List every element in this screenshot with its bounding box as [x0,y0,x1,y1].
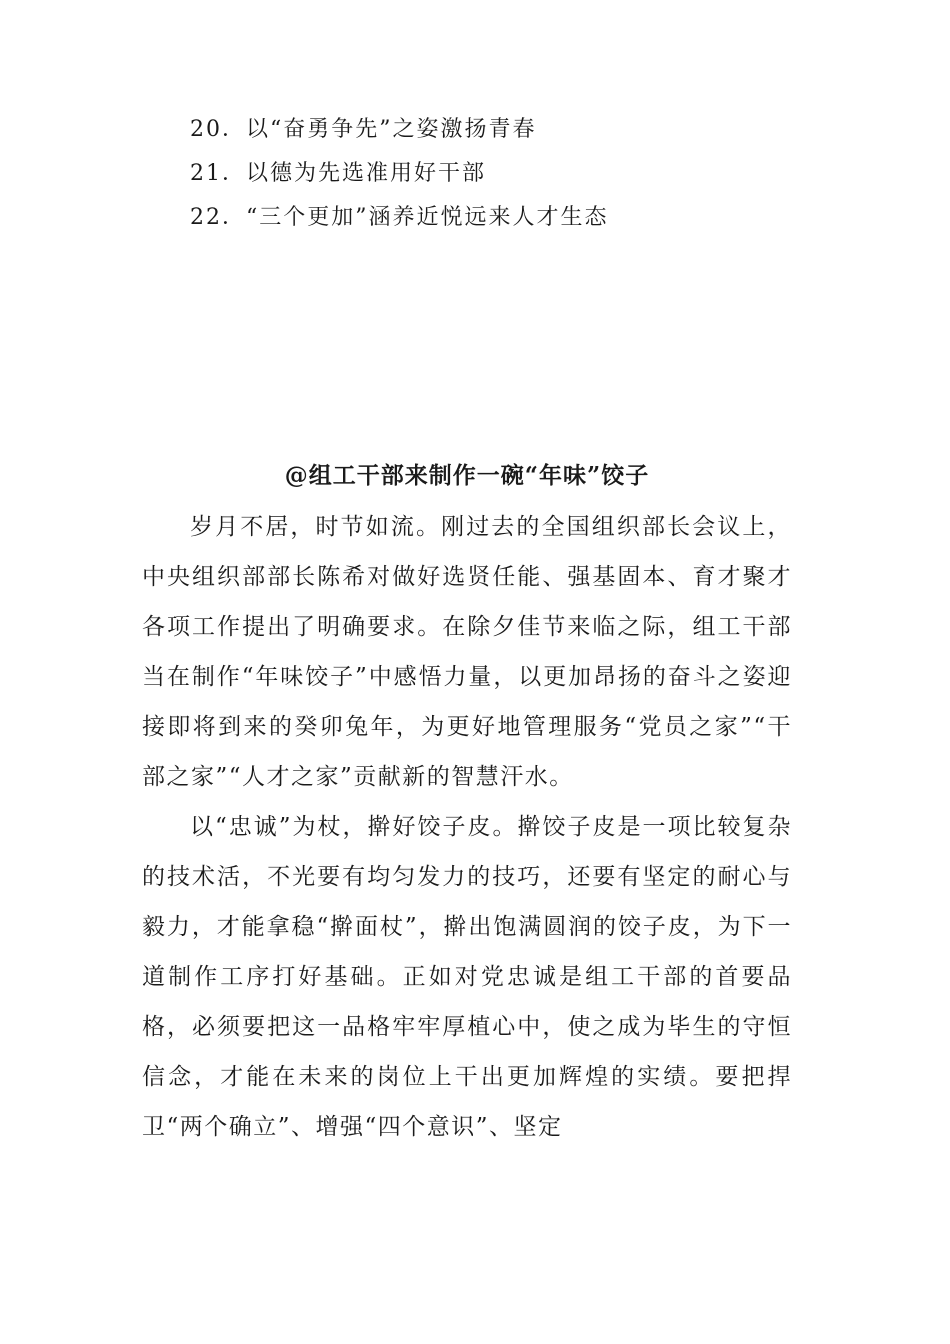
toc-item-20: 20．以“奋勇争先”之姿激扬青春 [190,117,537,142]
article-paragraph-2: 以“忠诚”为杖，擀好饺子皮。擀饺子皮是一项比较复杂的技术活，不光要有均匀发力的技巧，还要有坚定的耐心与毅力，才能拿稳“擀面杖”，擀出饱满圆润的饺子皮，为下一道制作工序打好基础。正如对党忠诚是组工干部的首要品格，必须要把这一品格牢牢厚植心中，使之成为毕生的守恒信念，才能在未来的岗位上干出更加辉煌的实绩。要把捍卫“两个确立”、增强“四个意识”、坚定 [142,814,792,1140]
article [142,452,792,1152]
article-title: @组工干部来制作一碗“年味”饺子 [284,462,650,489]
article-paragraph-1: 岁月不居，时节如流。刚过去的全国组织部长会议上，中央组织部部长陈希对做好选贤任能、强基固本、育才聚才各项工作提出了明确要求。在除夕佳节来临之际，组工干部当在制作“年味饺子”中感悟力量，以更加昂扬的奋斗之姿迎接即将到来的癸卯兔年，为更好地管理服务“党员之家”“干部之家”“人才之家”贡献新的智慧汗水。 [142,514,792,790]
toc-item-21: 21．以德为先选准用好干部 [190,161,486,186]
toc-list [190,108,609,240]
toc-item-22: 22．“三个更加”涵养近悦远来人才生态 [190,205,609,230]
